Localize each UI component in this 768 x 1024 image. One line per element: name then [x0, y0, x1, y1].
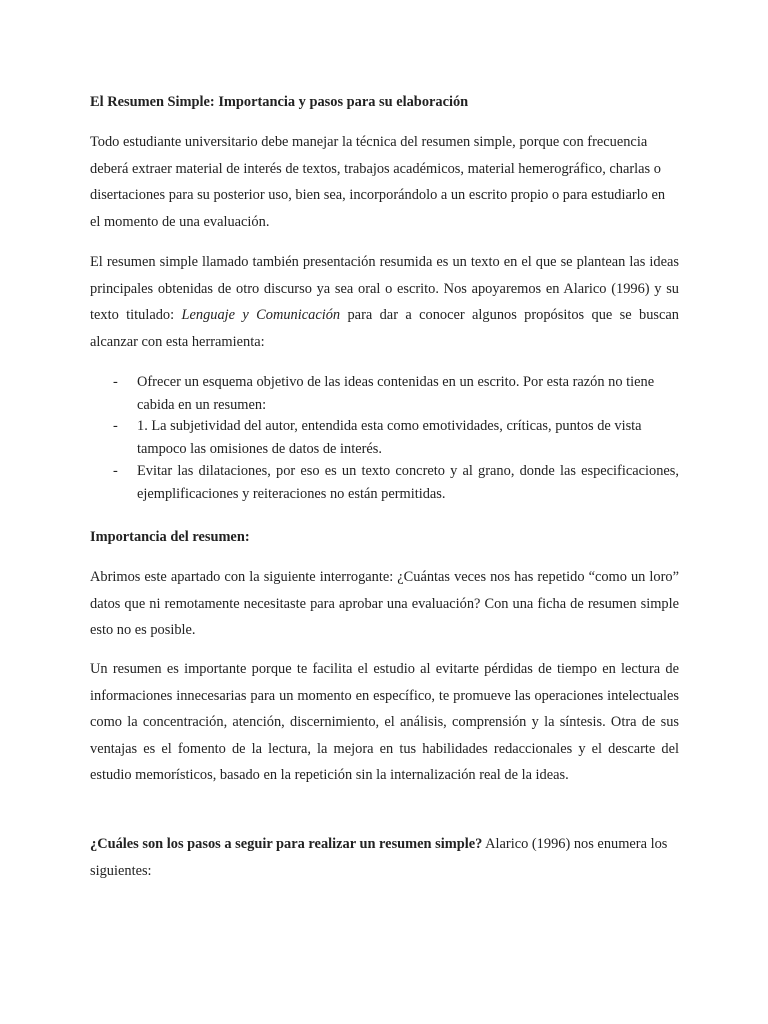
- document-title: El Resumen Simple: Importancia y pasos para su elaboración: [90, 94, 469, 110]
- definition-text-start: El resumen simple llamado también presentación resumida es un texto en el que se plantean las ideas principales obtenidas de otro discurso ya sea oral o escrito. Nos apoyaremos en Alarico (1996) y su texto titulado:: [90, 254, 679, 323]
- list-item-text: 1. La subjetividad del autor, entendida esta como emotividades, críticas, puntos de vista tampoco las omisiones de datos de interés.: [137, 418, 642, 457]
- benefits-paragraph: Un resumen es importante porque te facilita el estudio al evitarte pérdidas de tiempo en lectura de informaciones innecesarias para un momento en específico, te promueve las operaciones intelectuales como la concentración, atención, discernimiento, el análisis, comprensión y la síntesis. Otra de sus ventajas es el fomento de la lectura, la mejora en tus habilidades redaccionales y el descarte del estudio memorísticos, basado en la repetición sin la internalización real de la ideas.: [90, 661, 679, 783]
- book-title: Lenguaje y Comunicación: [181, 307, 341, 323]
- section-heading: Importancia del resumen:: [90, 529, 250, 545]
- list-item-text: Ofrecer un esquema objetivo de las ideas contenidas en un escrito. Por esta razón no tiene cabida en un resumen:: [137, 374, 655, 413]
- list-bullet: -: [113, 374, 118, 390]
- steps-text: Alarico (1996) nos enumera los siguientes:: [90, 836, 668, 879]
- importance-paragraph: Abrimos este apartado con la siguiente interrogante: ¿Cuántas veces nos has repetido “como un loro” datos que ni remotamente necesitaste para aprobar una evaluación? Con una ficha de resumen simple esto no es posible.: [90, 569, 679, 638]
- intro-paragraph: Todo estudiante universitario debe manejar la técnica del resumen simple, porque con frecuencia deberá extraer material de interés de textos, trabajos académicos, material hemerográfico, charlas o disertaciones para su posterior uso, bien sea, incorporándolo a un escrito propio o para estudiarlo en el momento de una evaluación.: [90, 134, 666, 230]
- list-bullet: -: [113, 463, 118, 479]
- steps-paragraph: [90, 831, 679, 884]
- list-item-text: Evitar las dilataciones, por eso es un texto concreto y al grano, donde las especificaciones, ejemplificaciones y reiteraciones no están permitidas.: [137, 463, 679, 502]
- definition-paragraph: [90, 249, 679, 355]
- steps-question: ¿Cuáles son los pasos a seguir para realizar un resumen simple?: [90, 836, 483, 852]
- definition-text-end: para dar a conocer algunos propósitos que se buscan alcanzar con esta herramienta:: [90, 307, 679, 350]
- list-bullet: -: [113, 418, 118, 434]
